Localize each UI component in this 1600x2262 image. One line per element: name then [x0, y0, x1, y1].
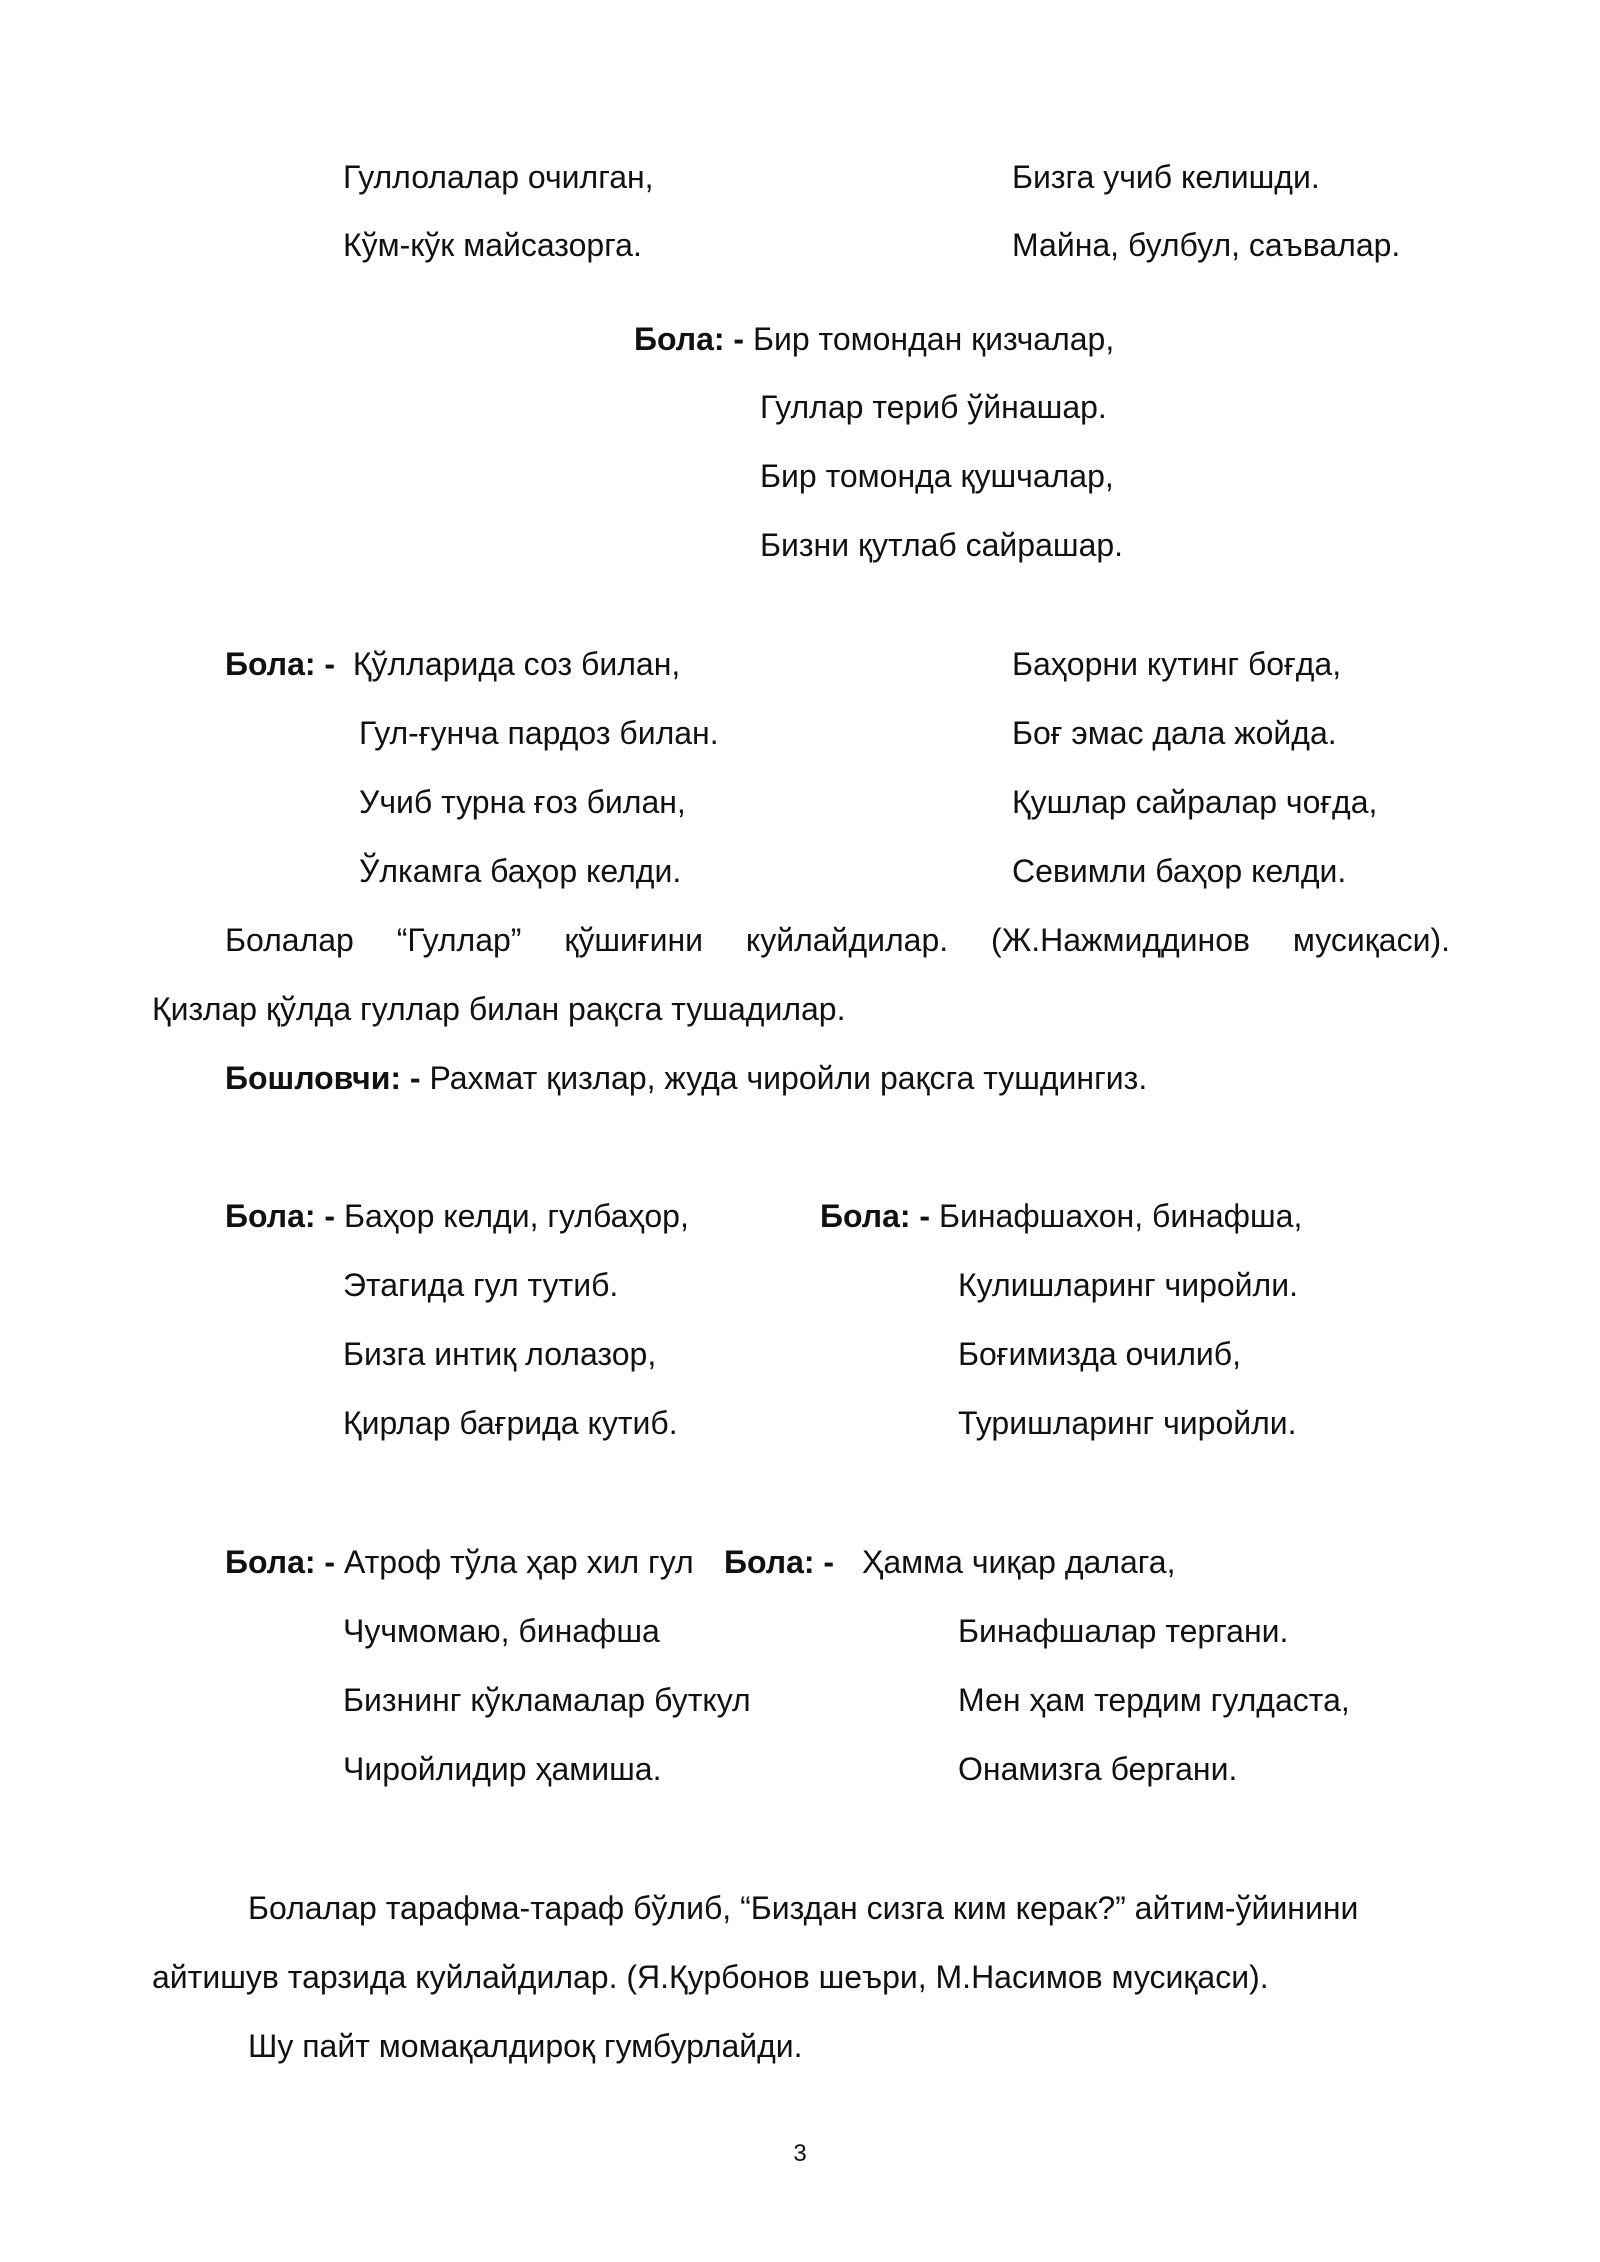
- stanza3-left-line-3: Учиб турна ғоз билан,: [359, 784, 686, 820]
- speaker-label: Бола: -: [225, 646, 336, 682]
- stanza4-left-line-2: Этагида гул тутиб.: [343, 1267, 619, 1303]
- stanza5-left-line-4: Чиройлидир ҳамиша.: [343, 1751, 662, 1787]
- host-line: [225, 1058, 1147, 1098]
- stanza3-left-line-2: Гул-ғунча пардоз билан.: [359, 715, 719, 751]
- verse-text: Баҳор келди, гулбаҳор,: [343, 1198, 689, 1234]
- speaker-label: Бошловчи: -: [225, 1060, 421, 1096]
- speaker-label: Бола: -: [634, 321, 745, 357]
- stanza4-right-line-1: [820, 1196, 1302, 1236]
- stanza5-left-line-1: [225, 1542, 694, 1582]
- speaker-label: Бола: -: [724, 1544, 835, 1580]
- stanza5-right-line-1: Ҳамма чиқар далага,: [862, 1544, 1176, 1580]
- stanza3-right-line-2: Боғ эмас дала жойда.: [1012, 715, 1337, 751]
- host-text: Рахмат қизлар, жуда чиройли рақсга тушдингиз.: [429, 1060, 1148, 1096]
- stanza3-right-line-4: Севимли баҳор келди.: [1012, 853, 1347, 889]
- stanza4-left-line-4: Қирлар бағрида кутиб.: [343, 1405, 678, 1441]
- verse-text: Бинафшахон, бинафша,: [938, 1198, 1303, 1234]
- stanza4-right-line-3: Боғимизда очилиб,: [958, 1336, 1241, 1372]
- stanza3-left-line-1: [225, 644, 680, 684]
- paragraph-1-line-1: Болалар “Гуллар” қўшиғини куйлайдилар. (Ж.Нажмиддинов мусиқаси).: [225, 922, 1450, 958]
- page-number: 3: [793, 2140, 807, 2167]
- verse-text: Бир томондан қизчалар,: [752, 321, 1115, 357]
- verse-text: Атроф тўла ҳар хил гул: [343, 1544, 694, 1580]
- stanza5-right-line-4: Онамизга бергани.: [958, 1751, 1238, 1787]
- stanza1-left-line-2: Кўм-кўк майсазорга.: [343, 227, 642, 263]
- stanza5-right-line-2: Бинафшалар тергани.: [958, 1613, 1289, 1649]
- stanza5-right-line-3: Мен ҳам тердим гулдаста,: [958, 1682, 1350, 1718]
- stanza3-right-line-3: Қушлар сайралар чоғда,: [1012, 784, 1378, 820]
- stanza4-right-line-4: Туришларинг чиройли.: [958, 1405, 1297, 1441]
- speaker-label: Бола: -: [225, 1544, 336, 1580]
- paragraph-1-line-2: Қизлар қўлда гуллар билан рақсга тушадилар.: [152, 991, 846, 1027]
- stanza1-right-line-2: Майна, булбул, саъвалар.: [1012, 227, 1401, 263]
- stanza1-left-line-1: Гуллолалар очилган,: [343, 159, 654, 195]
- stanza5-left-line-3: Бизнинг кўкламалар буткул: [343, 1682, 751, 1718]
- stanza3-right-line-1: Баҳорни кутинг боғда,: [1012, 646, 1342, 682]
- stanza3-left-line-4: Ўлкамга баҳор келди.: [359, 853, 682, 889]
- stanza2-line-1: [634, 319, 1114, 359]
- stanza2-line-4: Бизни қутлаб сайрашар.: [760, 527, 1124, 563]
- stanza5-right-speaker: [724, 1542, 834, 1582]
- stanza2-line-2: Гуллар териб ўйнашар.: [760, 389, 1107, 425]
- stanza4-left-line-1: [225, 1196, 689, 1236]
- stanza5-left-line-2: Чучмомаю, бинафша: [343, 1613, 660, 1649]
- stanza2-line-3: Бир томонда қушчалар,: [760, 458, 1114, 494]
- stanza4-left-line-3: Бизга интиқ лолазор,: [343, 1336, 657, 1372]
- paragraph-2-line-2: айтишув тарзида куйлайдилар. (Я.Қурбонов шеъри, М.Насимов мусиқаси).: [152, 1959, 1269, 1995]
- verse-text: Қўлларида соз билан,: [352, 646, 681, 682]
- stanza4-right-line-2: Кулишларинг чиройли.: [958, 1267, 1298, 1303]
- paragraph-2-line-1: Болалар тарафма-тараф бўлиб, “Биздан сизга ким керак?” айтим-ўйинини: [248, 1890, 1359, 1926]
- speaker-label: Бола: -: [225, 1198, 336, 1234]
- stanza1-right-line-1: Бизга учиб келишди.: [1012, 159, 1320, 195]
- speaker-label: Бола: -: [820, 1198, 931, 1234]
- paragraph-2-line-3: Шу пайт момақалдироқ гумбурлайди.: [248, 2028, 803, 2064]
